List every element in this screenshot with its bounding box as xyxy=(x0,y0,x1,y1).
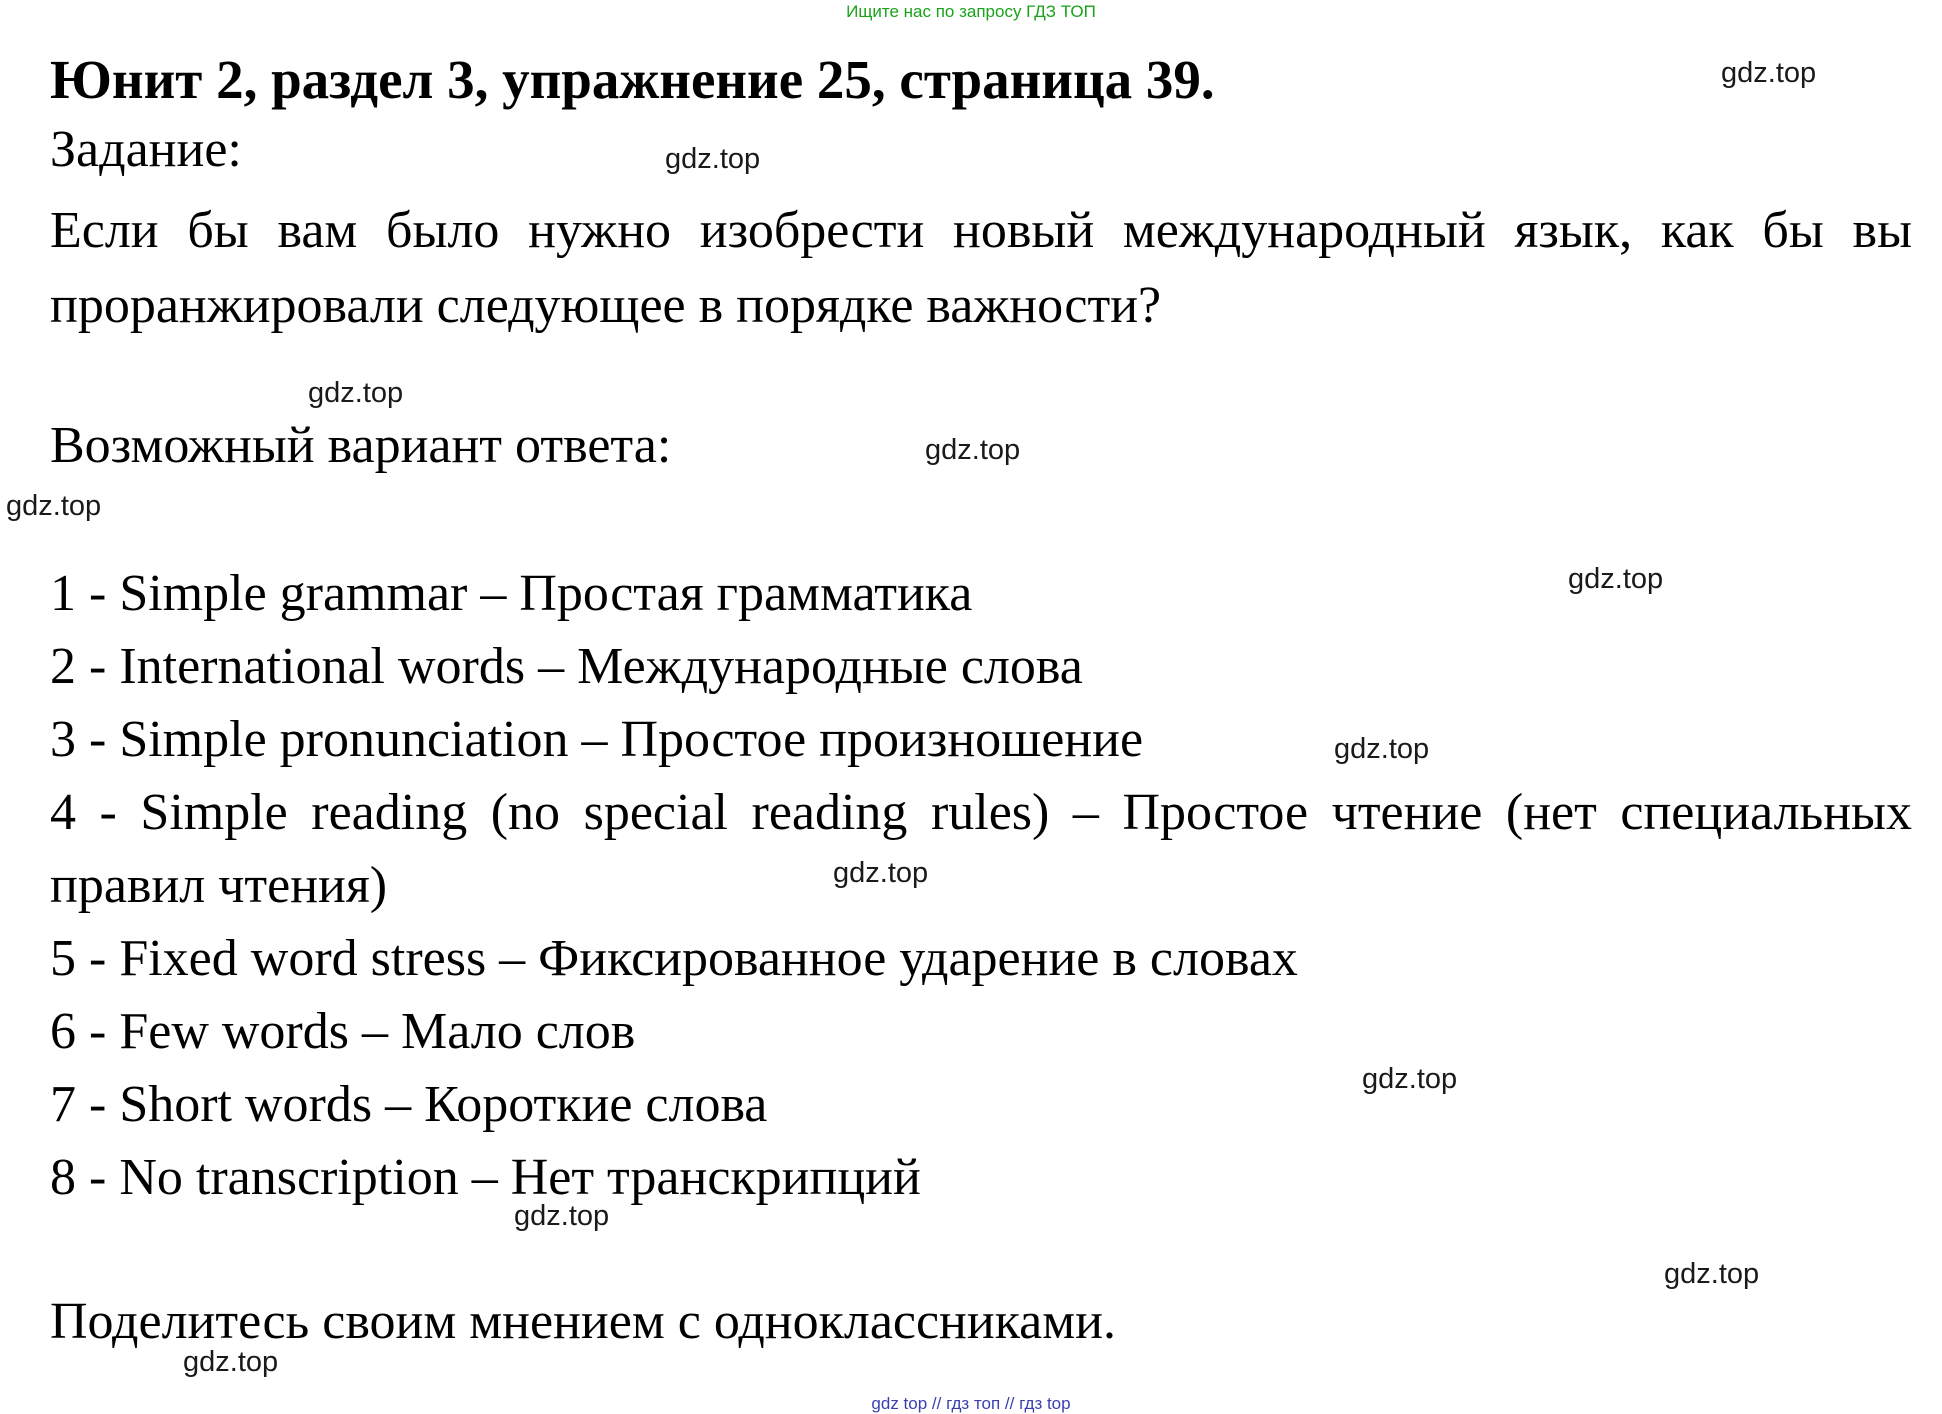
watermark: gdz.top xyxy=(6,490,102,522)
watermark: gdz.top xyxy=(1568,563,1664,595)
answer-label: Возможный вариант ответа: xyxy=(50,417,672,474)
watermark: gdz.top xyxy=(1334,733,1430,765)
answer-item-6: 6 - Few words – Мало слов xyxy=(50,1003,636,1060)
page-title: Юнит 2, раздел 3, упражнение 25, страница 39. xyxy=(50,49,1215,110)
answer-item-2: 2 - International words – Международные слова xyxy=(50,638,1083,695)
footer-text: gdz top // гдз топ // гдз top xyxy=(871,1394,1071,1413)
task-label: Задание: xyxy=(50,121,242,178)
watermark: gdz.top xyxy=(1362,1063,1458,1095)
watermark: gdz.top xyxy=(1721,57,1817,89)
answer-item-7: 7 - Short words – Короткие слова xyxy=(50,1076,768,1133)
watermark: gdz.top xyxy=(665,143,761,175)
answer-item-5: 5 - Fixed word stress – Фиксированное ударение в словах xyxy=(50,930,1298,987)
watermark: gdz.top xyxy=(833,857,929,889)
watermark: gdz.top xyxy=(308,377,404,409)
answer-item-1: 1 - Simple grammar – Простая грамматика xyxy=(50,565,973,622)
watermark: gdz.top xyxy=(925,434,1021,466)
watermark: gdz.top xyxy=(183,1346,279,1378)
answer-item-4: 4 - Simple reading (no special reading rules) – Простое чтение (нет специальных правил чтения) xyxy=(50,784,1912,914)
watermark: gdz.top xyxy=(514,1200,610,1232)
closing-text: Поделитесь своим мнением с одноклассниками. xyxy=(50,1293,1116,1350)
answer-item-8: 8 - No transcription – Нет транскрипций xyxy=(50,1149,921,1206)
task-text: Если бы вам было нужно изобрести новый международный язык, как бы вы проранжировали следующее в порядке важности? xyxy=(50,202,1912,334)
watermark: gdz.top xyxy=(1664,1258,1760,1290)
top-banner: Ищите нас по запросу ГДЗ ТОП xyxy=(846,2,1096,21)
answer-item-3: 3 - Simple pronunciation – Простое произношение xyxy=(50,711,1144,768)
